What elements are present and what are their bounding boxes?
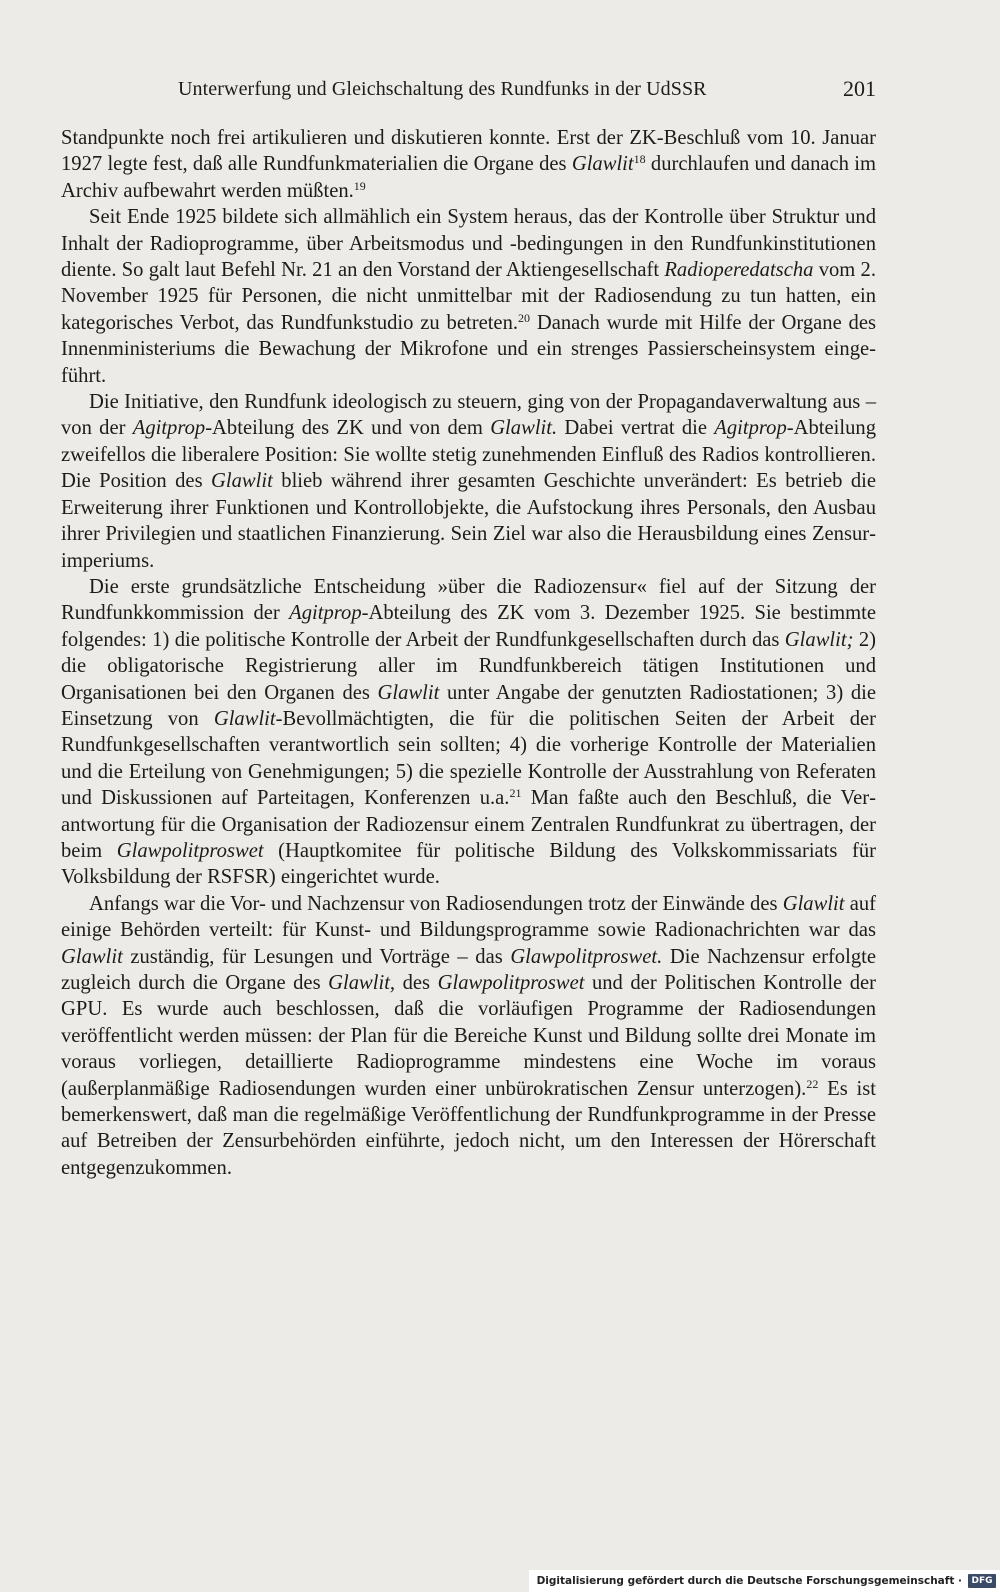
text-run: Es ist bemerkenswert, daß man die regelmäßige Veröffentlichung der Rundfunkprogramme in der Presse auf Betreiben der Zensurbehörden einführte, jedoch nicht, um den Interessen der Hörerschaft entgegenzukommen. — [61, 1077, 876, 1179]
footnote-ref: 20 — [518, 310, 531, 325]
text-run: Die erste grundsätzliche Entscheidung »über die Radiozensur« fiel auf der Sitzung der Rundfunkkommission der — [61, 575, 876, 625]
italic-term: Agitprop — [714, 417, 787, 440]
text-run: Die Nachzensur erfolgte zugleich durch die Organe des — [61, 945, 876, 994]
paragraph — [61, 891, 876, 1181]
page-number: 201 — [843, 76, 876, 101]
dfg-logo-icon: DFG — [968, 1574, 996, 1588]
body-text — [61, 125, 876, 1181]
italic-term: Radioperedatscha — [664, 259, 814, 282]
text-run: des — [395, 972, 438, 994]
text-run: -Abteilung des ZK und von dem — [205, 417, 491, 440]
italic-term: Glawlit — [782, 892, 845, 915]
text-run: -Bevollmächtigten, die für die politischen Seiten der Arbeit der Rundfunkgesellschaften verantwortlich sein sollten; 4) die vorherige Kontrolle der Materialien und die Erteilung von Genehmigungen; 5) die spezielle Kontrolle der Ausstrahlung von Referaten und Diskussionen auf Parteitagen, Konferenzen u.a. — [61, 707, 876, 810]
running-head: Unterwerfung und Gleichschaltung des Rundfunks in der UdSSR — [178, 78, 707, 100]
footnote-ref: 19 — [353, 178, 366, 193]
text-run: Seit Ende 1925 bildete sich allmählich ein System heraus, das der Kontrolle über Struktur und Inhalt der Radioprogramme, über Arbeitsmodus und -bedingungen in den Rundfunkinstitutionen diente. So galt laut Befehl Nr. 21 an den Vorstand der Aktiengesellschaft — [61, 206, 876, 282]
italic-term: Glawlit. — [490, 417, 558, 440]
paragraph — [61, 574, 876, 891]
italic-term: Agitprop — [289, 602, 362, 625]
text-run: blieb während ihrer gesamten Geschichte unverändert: Es betrieb die Erweiterung ihrer Funktionen und Kontrollobjekte, die Aufstockung ihres Personals, den Ausbau ihrer Privilegien und staatlichen Finanzierung. Sein Ziel war also die Herausbildung eines Zensurimperiums. — [61, 470, 876, 572]
paragraph — [61, 125, 876, 204]
italic-term: Agitprop — [132, 417, 206, 440]
italic-term: Glawlit — [211, 470, 273, 493]
text-run: Standpunkte noch frei artikulieren und diskutieren konnte. Erst der ZK-Beschluß vom 10. Januar 1927 legte fest, daß alle Rundfunkmaterialien die Organe des — [61, 127, 876, 176]
text-run: unter Angabe der genutzten Radiostationen; 3) die Einsetzung von — [61, 681, 877, 730]
text-run: und der Politischen Kontrolle der GPU. Es wurde auch beschlossen, daß die vorläufigen Programme der Radiosendungen veröffentlicht werden müssen: der Plan für die Bereiche Kunst und Bildung sollte drei Monate im voraus vorliegen, detaillierte Radioprogramme mindestens eine Woche im voraus (außerplanmäßige Radiosendungen wurden einer unbürokratischen Zensur unterzogen). — [61, 972, 877, 1100]
text-run: -Abteilung des ZK vom 3. Dezember 1925. Sie bestimmte folgendes: 1) die politische Kontrolle der Arbeit der Rundfunkgesellschaften durch das — [61, 602, 876, 651]
text-run: -Abteilung zweifellos die liberalere Position: Sie wollte stetig zunehmenden Einfluß des Radios kontrollieren. Die Position des — [61, 417, 876, 493]
paragraph — [61, 389, 876, 574]
text-run: 2) die obligatorische Registrierung aller im Rundfunkbereich tätigen Institutionen und Organisationen bei den Organen des — [61, 628, 876, 704]
text-run: auf einige Behörden verteilt: für Kunst- und Bildungsprogramme sowie Radionachrichten war das — [61, 892, 876, 942]
digitization-footer — [529, 1570, 1000, 1592]
text-run: Anfangs war die Vor- und Nachzensur von Radiosendungen trotz der Einwände des — [89, 892, 783, 915]
italic-term: Glawlit, — [328, 972, 396, 994]
text-run: zuständig, für Lesungen und Vorträge – das — [122, 945, 511, 968]
italic-term: Glawpolitproswet — [437, 972, 585, 994]
italic-term: Glawlit — [61, 945, 123, 968]
paragraph — [61, 204, 876, 389]
italic-term: Glawpolitproswet — [116, 839, 264, 862]
text-run: Man faßte auch den Beschluß, die Verantwortung für die Organisation der Radiozensur einem Zentralen Rundfunkrat zu übertragen, der beim — [61, 787, 876, 862]
footnote-ref: 18 — [633, 152, 646, 167]
text-run: durchlaufen und danach im Archiv aufbewahrt werden müßten. — [61, 153, 876, 202]
footnote-ref: 21 — [509, 786, 522, 801]
text-run: vom 2. November 1925 für Personen, die nicht unmittelbar mit der Radiosendung zu tun hatten, ein kategorisches Verbot, das Rundfunkstudio zu betreten. — [61, 259, 877, 334]
footer-text: Digitalisierung gefördert durch die Deutsche Forschungsgemeinschaft · — [536, 1575, 962, 1587]
text-run: Die Initiative, den Rundfunk ideologisch zu steuern, ging von der Propagandaverwaltung aus – von der — [61, 391, 876, 440]
footnote-ref: 22 — [806, 1076, 819, 1091]
italic-term: Glawlit; — [784, 628, 854, 651]
italic-term: Glawlit — [377, 681, 440, 704]
text-run: (Hauptkomitee für politische Bildung des Volkskommissariats für Volksbildung der RSFSR) eingerichtet wurde. — [61, 839, 876, 889]
italic-term: Glawlit — [571, 153, 634, 176]
italic-term: Glawlit — [213, 707, 276, 730]
italic-term: Glawpolitproswet. — [510, 945, 663, 968]
text-run: Dabei vertrat die — [557, 417, 715, 440]
text-run: Danach wurde mit Hilfe der Organe des Innenministeriums die Bewachung der Mikrofone und ein strenges Passierscheinsystem eingeführt. — [61, 311, 876, 387]
page-header — [178, 72, 876, 106]
